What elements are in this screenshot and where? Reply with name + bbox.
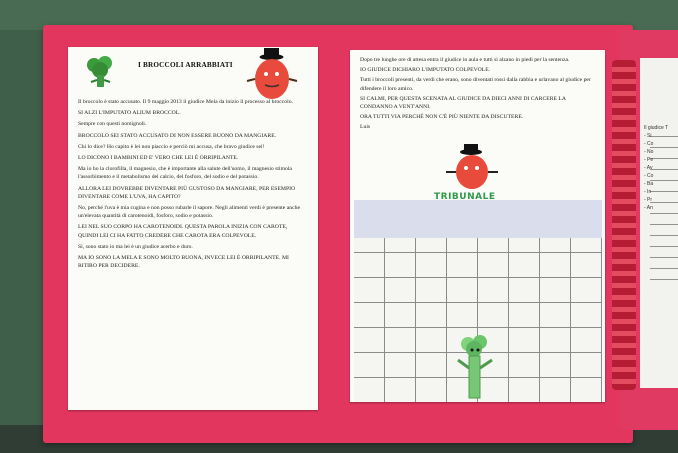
left-line-2: SI ALZI L'IMPUTATO ALIUM BROCCOL. — [78, 110, 181, 117]
right-line-5: ORA TUTTI VIA PERCHÉ NON C'È PIÙ NIENTE DA DISCUTERE. — [360, 114, 524, 121]
left-line-9: No, perché l'uva è mia cugina e non posso rubarle il sapore. Negli alimenti verdi è presente anche un'elevata quantità di carotenoidi, fosforo, sodio e potassio. — [78, 205, 300, 220]
third-page-text — [644, 124, 668, 212]
right-text — [360, 56, 596, 134]
third-page-item-10: - An — [644, 205, 653, 211]
broccoli-figure-icon — [454, 334, 498, 402]
right-line-6: Luis — [360, 124, 371, 131]
court-drawing — [354, 184, 602, 402]
left-text — [78, 98, 300, 273]
third-page-item-5: - Av — [644, 165, 653, 171]
left-line-4: BROCCOLO SEI STATO ACCUSATO DI NON ESSERE BUONO DA MANGIARE. — [78, 132, 277, 139]
third-page-item-1: - Si — [644, 133, 652, 139]
left-line-12: MA IO SONO LA MELA E SONO MOLTO BUONA, INVECE LEI È ORRIPILANTE. MI RITIRO PER DECIDERE. — [78, 255, 289, 270]
left-line-5: Chi lo dice? Ho capito è lei non piaccio e perciò mi accusa, che bravo giudice sei! — [78, 143, 265, 150]
left-line-8: ALLORA LEI DOVREBBE DIVENTARE PIÙ GUSTOSO DA MANGIARE, PER ESEMPIO DIVENTARE COME L'UVA, HA CAPITO? — [78, 185, 296, 200]
page-title: I BROCCOLI ARRABBIATI — [138, 61, 233, 69]
right-line-2: IO GIUDICE DICHIARO L'IMPUTATO COLPEVOLE. — [360, 67, 491, 74]
spiral-binding — [612, 60, 636, 390]
left-line-3: Sempre con questi nomignoli. — [78, 121, 147, 128]
left-line-11: Si, sono stato io ma lei è un giudice acerbo e duro. — [78, 243, 193, 250]
third-page-item-9: - Pr — [644, 197, 653, 203]
third-page-heading: Il giudice T — [644, 125, 669, 131]
court-sign: TRIBUNALE — [434, 192, 496, 202]
right-line-1: Dopo tre lunghe ore di attesa entra il giudice in aula e tutti si alzano in piedi per la sentenza. — [360, 57, 570, 63]
third-page-item-4: - Pe — [644, 157, 654, 163]
left-line-10: LEI NEL SUO CORPO HA CAROTENOIDI. QUESTA PAROLA INIZIA CON CAROTE, QUINDI LEI CI HA FATTO CREDERE CHE CAROTA ERA COLPEVOLE. — [78, 224, 288, 239]
left-line-6: LO DICONO I BAMBINI ED E' VERO CHE LEI È ORRIPILANTE. — [78, 155, 239, 162]
left-line-1: Il broccolo è stato accusato. Il 9 maggio 2013 il giudice Mela da inizio il processo al broccolo. — [78, 99, 293, 105]
third-page-item-2: - Co — [644, 141, 654, 147]
apple-judge-icon — [246, 48, 298, 104]
broccoli-icon — [84, 56, 118, 90]
left-line-7: Ma io ho la clorofilla, il magnesio, che è importante alla salute dell'uomo, il magnesio stimola l'assorbimento e il metabolismo del calcio, del fosforo, del sodio e del potassio. — [78, 166, 292, 181]
right-line-4: SI CALMI, PER QUESTA SCENATA AL GIUDICE DA DIECI ANNI DI CARCERE LA CONDANNO A VENT'ANNI. — [360, 95, 566, 111]
third-page-item-8: - In — [644, 189, 652, 195]
third-page-item-7: - Ba — [644, 181, 654, 187]
court-wall — [354, 200, 602, 240]
third-page-item-6: - Co — [644, 173, 654, 179]
third-page-item-3: - No — [644, 149, 654, 155]
right-line-3: Tutti i broccoli presenti, da verdi che erano, sono diventati rossi dalla rabbia e urlavano al giudice per difendere il loro amico. — [360, 77, 591, 92]
